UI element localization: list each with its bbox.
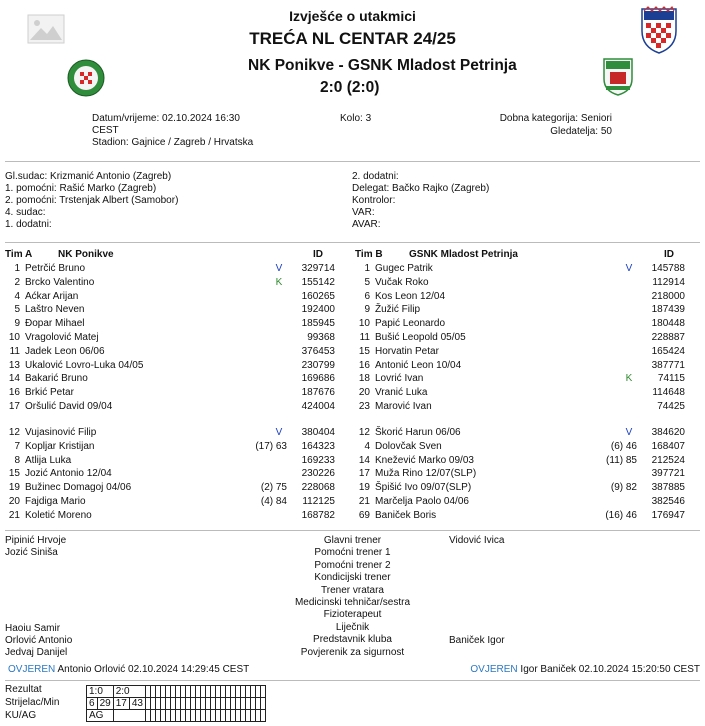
team-a-security-officer: Jedvaj Danijel [5,647,68,658]
player-number: 9 [14,318,20,330]
player-row [0,372,340,385]
team-a-verification [8,664,249,675]
player-name: Horvatin Petar [375,345,439,357]
player-id: 74425 [657,401,685,412]
team-b-head-coach: Vidović Ivica [449,535,505,546]
player-number: 4 [14,290,20,302]
player-row [350,495,690,508]
player-number: 7 [14,440,20,452]
player-number: 14 [8,373,20,385]
player-name: Vučak Roko [375,276,429,288]
team-a-club-representative: Orlović Antonio [5,635,73,646]
player-row [0,386,340,399]
official-entry: Kontrolor: [352,195,396,206]
official-entry: 1. dodatni: [5,219,52,230]
player-name: Muža Rino 12/07(SLP) [375,468,477,480]
player-name: Antonić Leon 10/04 [375,359,462,371]
team-a-assistant-coach: Jozić Siniša [5,547,58,558]
player-id: 212524 [651,454,685,466]
player-number: 10 [358,318,370,330]
scorers-row [87,698,266,710]
verified-badge: OVJEREN [8,664,56,675]
scorer-cell: 6 [87,698,98,710]
player-id: 160265 [301,290,335,302]
grid-label-result: Rezultat [5,684,42,695]
player-row [0,262,340,275]
player-row [0,303,340,316]
player-role-mark: V [625,427,633,438]
player-row [350,440,690,453]
timezone: CEST [92,125,119,136]
player-name: Petrčić Bruno [25,263,86,274]
scorer-cell: 43 [129,698,145,710]
player-id: 384620 [651,427,685,438]
player-id: 397721 [651,468,685,480]
player-name: Jadek Leon 06/06 [25,345,105,357]
player-id: 187676 [301,387,335,399]
player-number: 5 [14,304,20,316]
player-id: 230799 [301,359,335,371]
stadium-row [92,137,253,148]
player-name: Škorić Harun 06/06 [375,427,461,438]
player-number: 23 [358,401,370,412]
player-id: 180448 [651,318,685,330]
player-row [0,317,340,330]
player-number: 2 [14,276,20,288]
player-name: Knežević Marko 09/03 [375,454,474,466]
player-id: 329714 [301,263,335,274]
player-number: 19 [8,482,20,494]
player-number: 10 [8,332,20,343]
player-name: Ukalović Lovro-Luka 04/05 [25,359,144,371]
player-id: 145788 [651,263,685,274]
player-number: 11 [359,332,370,343]
official-entry: Delegat: Bačko Rajko (Zagreb) [352,183,490,194]
substitution-info: (2) 75 [260,482,287,494]
player-id: 230226 [301,468,335,480]
player-number: 15 [358,345,370,357]
result-cell: 2:0 [113,686,145,698]
official-entry: VAR: [352,207,375,218]
official-entry: Gl.sudac: Krizmanić Antonio (Zagreb) [5,171,172,182]
player-number: 14 [358,454,370,466]
player-name: Vujasinović Filip [25,427,97,438]
match-score: 2:0 (2:0) [320,79,380,96]
player-name: Bakarić Bruno [25,373,88,385]
player-id: 165424 [651,345,685,357]
away-team-crest-icon [602,57,634,97]
scorer-cell: 29 [97,698,113,710]
age-category-label: Dobna kategorija: [499,113,579,124]
team-b-id-header: ID [664,249,674,260]
stadium-value: Gajnice / Zagreb / Hrvatska [131,137,254,148]
staff-role-label: Glavni trener [323,535,382,546]
ku-ag-cell: AG [87,710,114,722]
player-id: 176947 [651,509,685,521]
staff-role-label: Medicinski tehničar/sestra [294,597,411,608]
substitution-info: (9) 82 [610,482,637,494]
player-id: 164323 [301,440,335,452]
player-row [350,317,690,330]
player-row [350,386,690,399]
divider [5,530,700,531]
player-name: Fajdiga Mario [25,496,86,507]
staff-role-label: Pomoćni trener 1 [314,547,391,559]
staff-role-label: Kondicijski trener [314,572,391,584]
player-name: Gugec Patrik [375,263,433,274]
staff-role-label: Liječnik [335,621,370,633]
player-name: Brkić Petar [25,387,74,399]
player-row [0,290,340,303]
player-id: 228068 [301,482,335,494]
player-number: 20 [358,387,370,399]
report-subtitle: Izvješće o utakmici [289,8,416,24]
substitution-info: (16) 46 [605,509,637,521]
player-row [350,345,690,358]
official-entry: AVAR: [352,219,381,230]
player-row [350,276,690,289]
player-id: 185945 [301,318,335,330]
player-name: Brcko Valentino [25,276,95,288]
player-number: 16 [358,359,370,371]
substitution-info: (11) 85 [606,454,637,466]
grid-label-scorers: Strijelac/Min [5,697,60,708]
player-name: Marović Ivan [375,401,432,412]
grid-label-ku-ag: KU/AG [5,710,37,721]
player-number: 15 [8,468,20,480]
player-row [0,481,340,494]
player-name: Žužić Filip [375,304,421,316]
player-number: 1 [364,263,370,274]
player-row [350,303,690,316]
player-name: Aćkar Arijan [25,290,79,302]
team-a-head-coach: Pipinić Hrvoje [5,535,67,546]
team-b-club-representative: Baniček Igor [449,635,505,646]
player-name: Atlija Luka [25,454,72,466]
player-name: Marčelja Paolo 04/06 [375,496,469,507]
result-row [87,686,266,698]
player-name: Vragolović Matej [25,332,99,343]
player-row [350,331,690,344]
player-number: 9 [364,304,370,316]
team-b-label: Tim B [355,249,383,260]
player-name: Laštro Neven [25,304,85,316]
player-name: Baniček Boris [375,509,437,521]
scorer-cell: 17 [113,698,129,710]
player-name: Papić Leonardo [375,318,446,330]
player-row [350,509,690,522]
player-row [350,467,690,480]
player-number: 21 [358,496,370,507]
spectators-label: Gledatelja: [550,126,599,137]
player-row [350,359,690,372]
player-id: 187439 [651,304,685,316]
spectators-value: 50 [600,126,612,137]
player-id: 168407 [651,440,685,452]
player-name: Špišić Ivo 09/07(SLP) [375,482,472,494]
player-number: 4 [364,440,370,452]
datetime-label: Datum/vrijeme: [92,113,160,124]
divider [5,242,700,243]
player-id: 169686 [301,373,335,385]
player-row [0,509,340,522]
staff-role-label: Fizioterapeut [323,609,382,621]
player-row [350,426,690,439]
player-name: Bužinec Domagoj 04/06 [25,482,132,494]
player-id: 192400 [301,304,335,316]
player-row [0,454,340,467]
player-name: Jozić Antonio 12/04 [25,468,112,480]
player-number: 5 [364,276,370,288]
player-id: 376453 [301,345,335,357]
player-row [0,440,340,453]
substitution-info: (17) 63 [255,440,287,452]
official-entry: 2. dodatni: [352,171,399,182]
player-id: 228887 [651,332,685,343]
player-id: 380404 [301,427,335,438]
player-row [0,467,340,480]
official-entry: 4. sudac: [5,207,46,218]
player-role-mark: V [275,427,283,438]
round-row [340,113,371,124]
staff-role-label: Povjerenik za sigurnost [300,646,405,658]
player-id: 99368 [307,332,335,343]
player-number: 11 [9,345,20,357]
player-row [0,331,340,344]
home-team-crest-icon [66,58,106,98]
player-row [0,359,340,372]
team-a-name: NK Ponikve [58,249,114,260]
verified-badge: OVJEREN [470,664,518,675]
player-number: 17 [8,401,20,412]
player-number: 12 [8,427,20,438]
player-row [0,400,340,413]
player-role-mark: K [625,373,633,385]
team-b-name: GSNK Mladost Petrinja [409,249,518,260]
player-number: 20 [8,496,20,507]
player-number: 16 [8,387,20,399]
divider [5,161,700,162]
player-row [0,426,340,439]
player-number: 6 [364,290,370,302]
substitution-info: (6) 46 [610,440,637,452]
player-id: 218000 [651,290,685,302]
stadium-label: Stadion: [92,137,129,148]
age-category-value: Seniori [580,113,612,124]
player-row [350,400,690,413]
staff-role-label: Trener vratara [321,584,384,596]
result-cell: 1:0 [87,686,114,698]
round-label: Kolo: [340,113,363,124]
player-id: 387771 [651,359,685,371]
player-name: Bušić Leopold 05/05 [375,332,466,343]
player-number: 13 [8,359,20,371]
datetime-value: 02.10.2024 16:30 [162,113,240,124]
age-category-row [500,113,612,124]
staff-role-label: Predstavnik kluba [313,634,392,646]
player-id: 112914 [652,276,685,288]
verification-details: Antonio Orlović 02.10.2024 14:29:45 CEST [57,664,250,675]
match-teams: NK Ponikve - GSNK Mladost Petrinja [248,57,517,74]
staff-role-label: Pomoćni trener 2 [314,559,391,571]
player-role-mark: K [275,276,283,288]
player-number: 69 [358,509,370,521]
datetime-row [92,113,240,124]
player-id: 382546 [651,496,685,507]
spectators-row [550,126,612,137]
player-number: 1 [14,263,20,274]
round-value: 3 [365,113,372,124]
player-number: 19 [358,482,370,494]
league-title: TREĆA NL CENTAR 24/25 [249,29,456,48]
team-b-verification [470,664,700,675]
official-entry: 1. pomoćni: Rašić Marko (Zagreb) [5,183,157,194]
player-row [350,481,690,494]
player-name: Koletić Moreno [25,509,92,521]
player-row [0,345,340,358]
team-a-doctor: Haoiu Samir [5,623,61,634]
player-row [350,262,690,275]
player-id: 387885 [651,482,685,494]
player-number: 8 [14,454,20,466]
player-name: Đopar Mihael [25,318,85,330]
player-id: 155142 [301,276,335,288]
player-role-mark: V [275,263,283,274]
player-name: Vranić Luka [375,387,428,399]
player-row [0,276,340,289]
player-id: 168782 [301,509,335,521]
player-name: Oršulić David 09/04 [25,401,113,412]
team-a-id-header: ID [313,249,323,260]
player-number: 12 [358,427,370,438]
player-name: Lovrić Ivan [375,373,424,385]
player-id: 169233 [301,454,335,466]
player-id: 74115 [657,373,685,385]
player-number: 17 [358,468,370,480]
verification-details: Igor Baniček 02.10.2024 15:20:50 CEST [520,664,700,675]
player-number: 18 [358,373,370,385]
player-number: 21 [8,509,20,521]
player-id: 114648 [652,387,685,399]
player-name: Kos Leon 12/04 [375,290,446,302]
player-row [350,454,690,467]
player-row [350,290,690,303]
player-id: 424004 [301,401,335,412]
player-row [350,372,690,385]
player-role-mark: V [625,263,633,274]
player-name: Dolovčak Sven [375,440,442,452]
federation-logo-icon [638,5,680,55]
official-entry: 2. pomoćni: Trstenjak Albert (Samobor) [5,195,179,206]
player-name: Kopljar Kristijan [25,440,95,452]
ku-ag-row [87,710,266,722]
player-row [0,495,340,508]
substitution-info: (4) 84 [260,496,287,507]
divider [5,680,700,681]
team-a-label: Tim A [5,249,33,260]
player-id: 112125 [302,496,335,507]
scoring-grid [86,685,266,722]
